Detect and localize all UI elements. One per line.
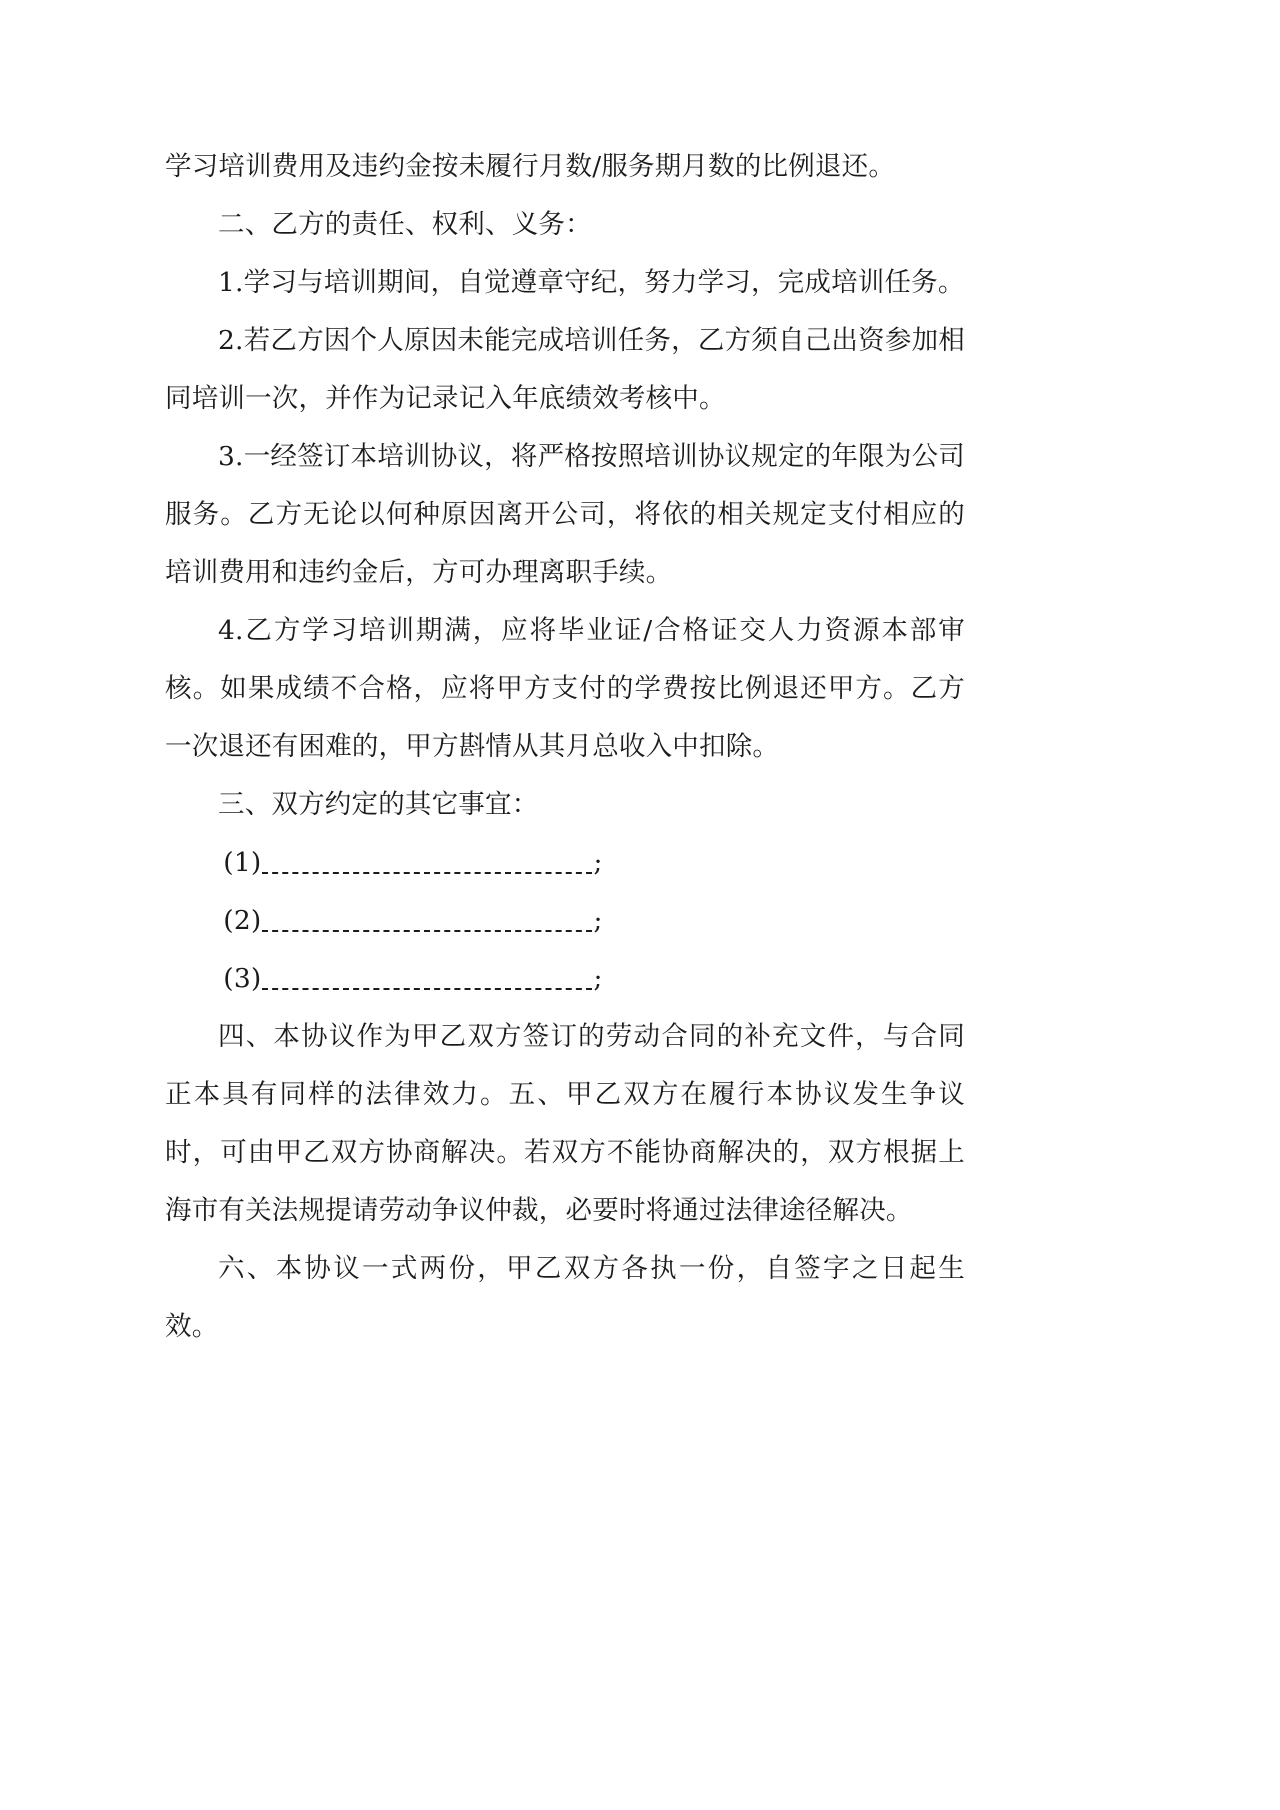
clause-2-2: 2.若乙方因个人原因未能完成培训任务，乙方须自己出资参加相同培训一次，并作为记录记入年底绩效考核中。: [165, 325, 965, 414]
document-body: [165, 138, 965, 1356]
clause-2-4: 4.乙方学习培训期满，应将毕业证/合格证交人力资源本部审核。如果成绩不合格，应将甲方支付的学费按比例退还甲方。乙方一次退还有困难的，甲方斟情从其月总收入中扣除。: [165, 615, 965, 762]
section-heading-two: 二、乙方的责任、权利、义务：: [218, 209, 592, 240]
clause-2-1: 1.学习与培训期间，自觉遵章守纪，努力学习，完成培训任务。: [218, 267, 965, 298]
paragraph-carryover: 学习培训费用及违约金按未履行月数/服务期月数的比例退还。: [165, 151, 896, 182]
blank-3-rule[interactable]: [262, 988, 592, 990]
fill-in-blank-1: [165, 834, 965, 892]
blank-2-label: (2): [223, 905, 262, 936]
blank-3-label: (3): [223, 963, 262, 994]
blank-2-terminator: ;: [593, 905, 603, 936]
clause-2-3: 3.一经签订本培训协议，将严格按照培训协议规定的年限为公司服务。乙方无论以何种原因离开公司，将依的相关规定支付相应的培训费用和违约金后，方可办理离职手续。: [165, 441, 965, 588]
blank-2-rule[interactable]: [262, 930, 592, 932]
section-six: 六、本协议一式两份，甲乙双方各执一份，自签字之日起生效。: [165, 1253, 965, 1342]
blank-1-label: (1): [223, 847, 262, 878]
fill-in-blank-3: [165, 950, 965, 1008]
blank-1-terminator: ;: [593, 847, 603, 878]
section-heading-three: 三、双方约定的其它事宜：: [218, 789, 539, 820]
fill-in-blank-2: [165, 892, 965, 950]
section-four-and-five: 四、本协议作为甲乙双方签订的劳动合同的补充文件，与合同正本具有同样的法律效力。五、甲乙双方在履行本协议发生争议时，可由甲乙双方协商解决。若双方不能协商解决的，双方根据上海市有关法规提请劳动争议仲裁，必要时将通过法律途径解决。: [165, 1021, 965, 1226]
blank-3-terminator: ;: [593, 963, 603, 994]
blank-1-rule[interactable]: [262, 872, 592, 874]
